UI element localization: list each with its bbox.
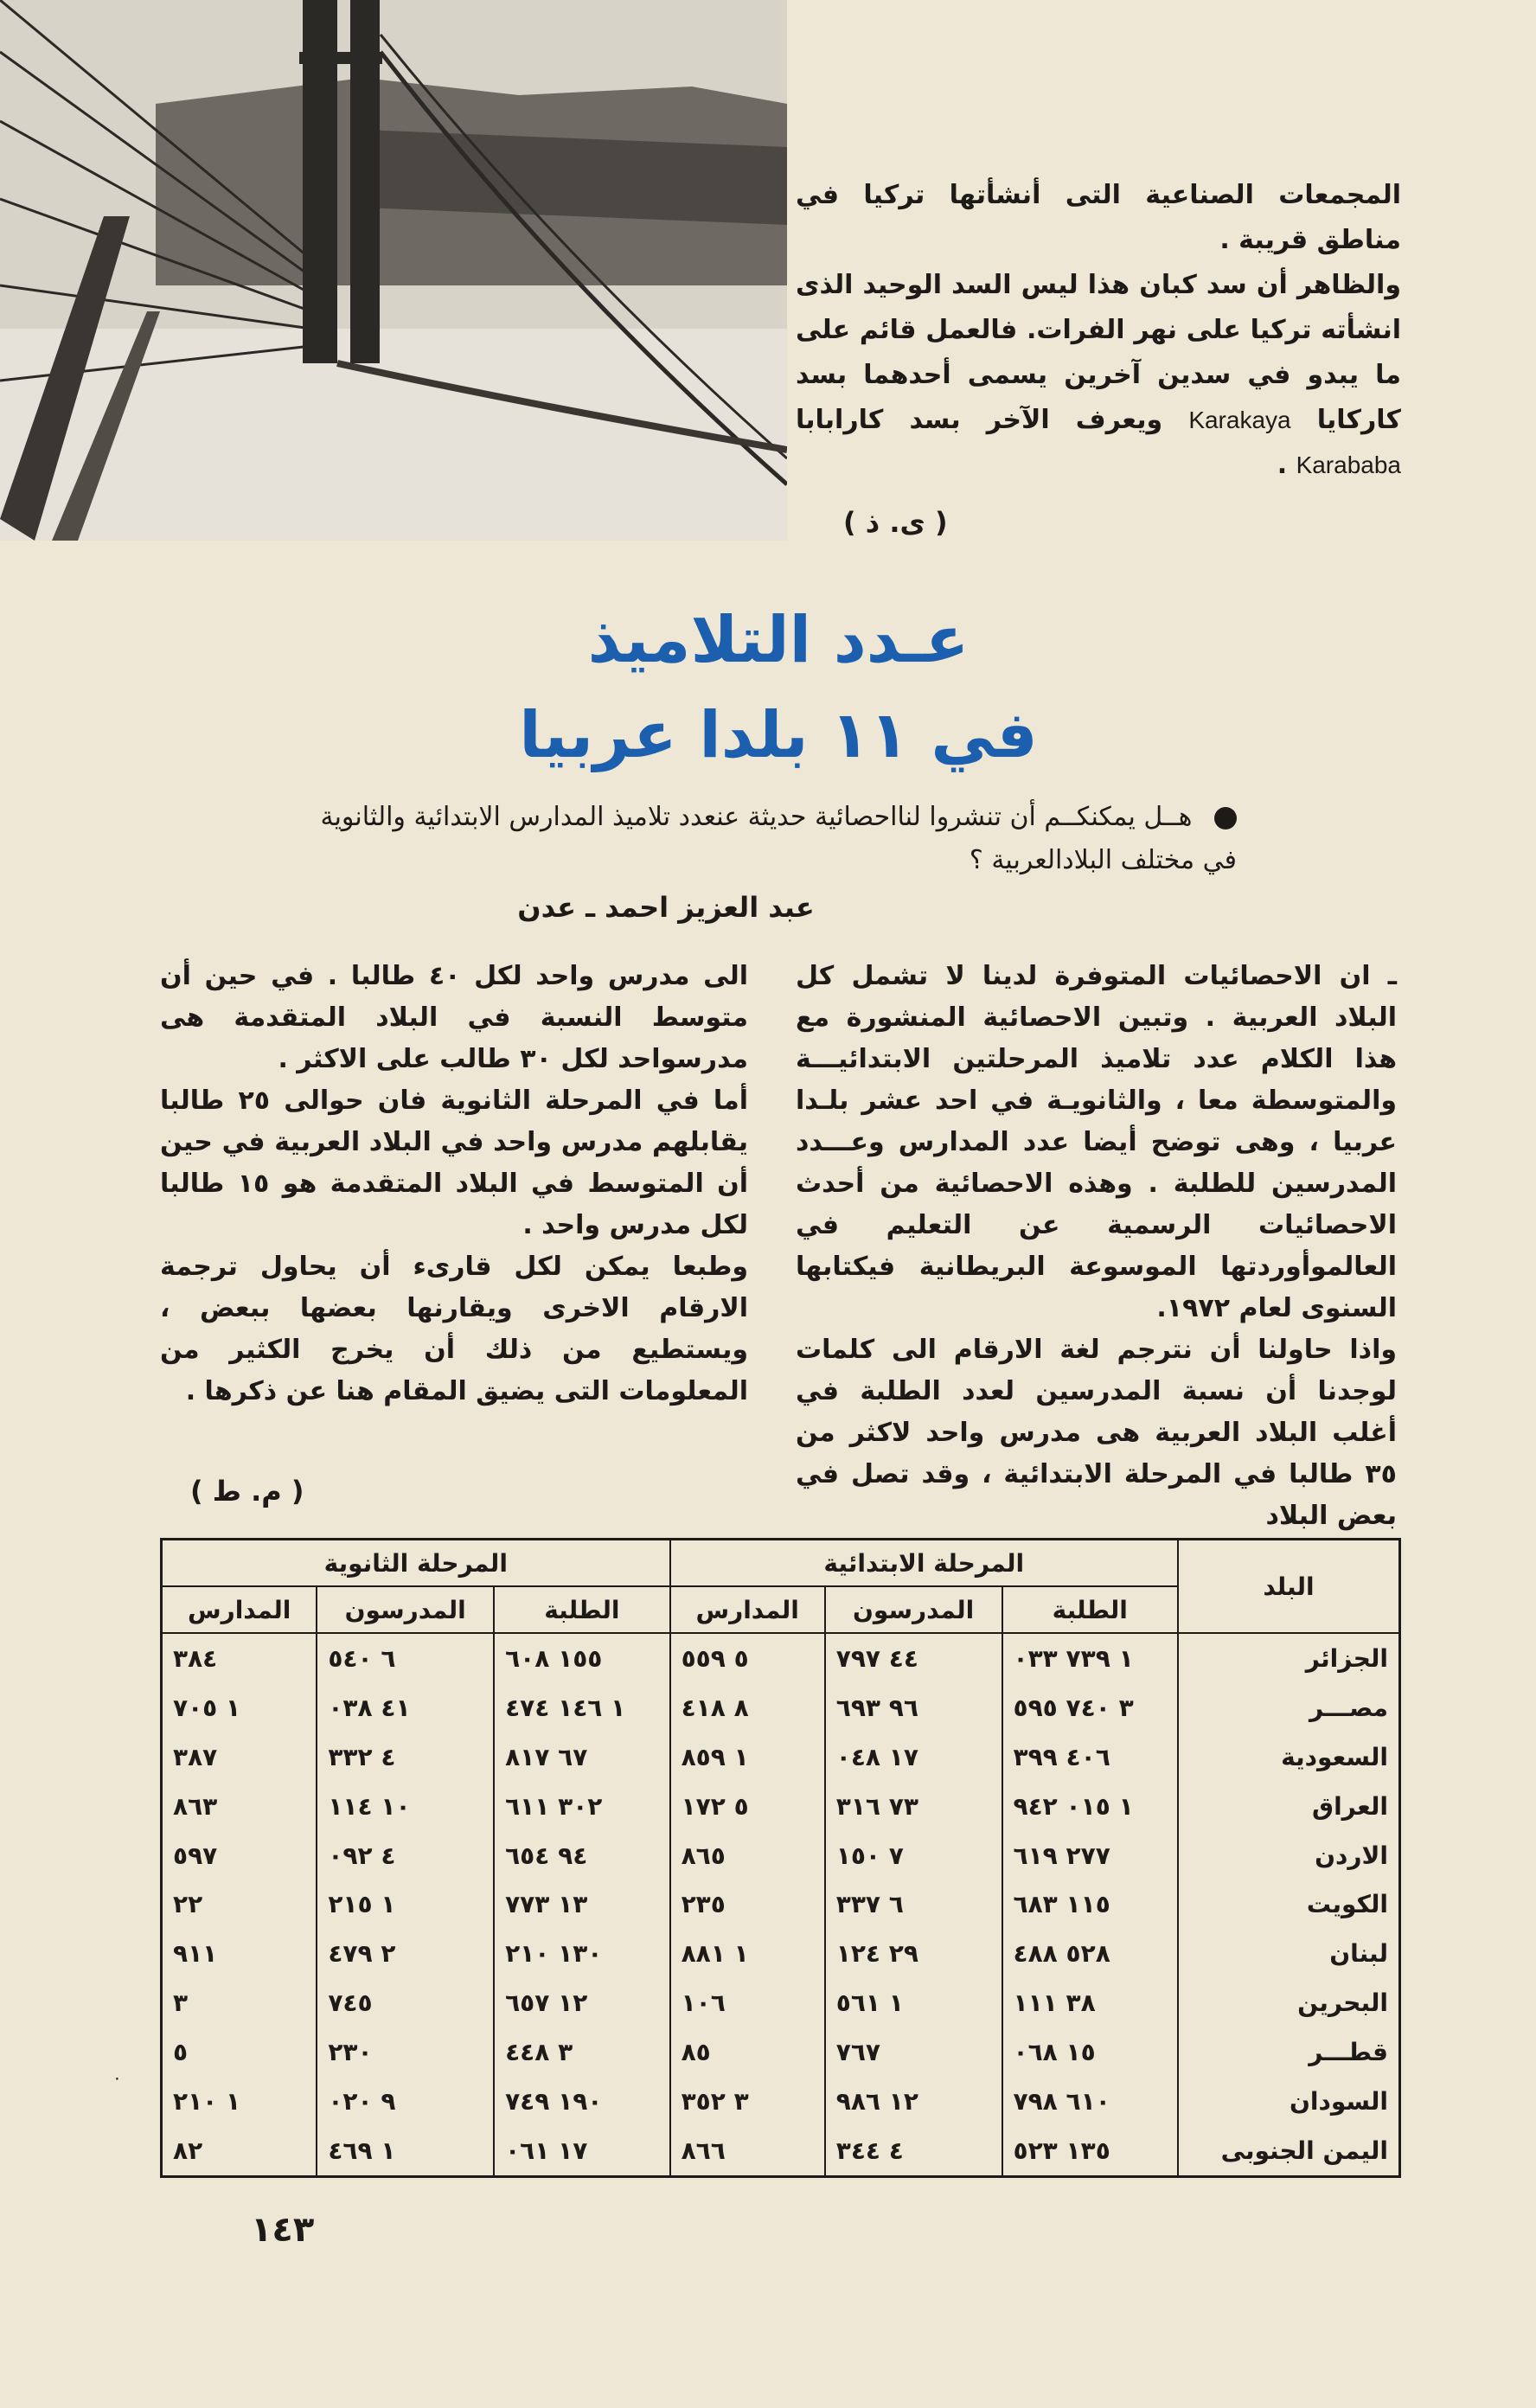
top-paragraph-1: المجمعات الصناعية التى أنشأتها تركيا في مناطق قريبة . xyxy=(796,180,1401,255)
cell-s-teachers: ٤ ٣٣٢ xyxy=(317,1732,494,1782)
question-author: عبد العزيز احمد ـ عدن xyxy=(517,891,815,924)
cell-s-teachers: ٩ ٠٢٠ xyxy=(317,2077,494,2126)
cell-country: السودان xyxy=(1178,2077,1400,2126)
cell-p-students: ٢٧٧ ٦١٩ xyxy=(1002,1831,1179,1880)
cell-s-students: ٣٠٢ ٦١١ xyxy=(494,1782,670,1831)
cell-s-teachers: ١ ٢١٥ xyxy=(317,1880,494,1929)
cell-p-schools: ٢٣٥ xyxy=(670,1880,825,1929)
table-row xyxy=(162,1633,1400,1683)
table-row xyxy=(162,1880,1400,1929)
cell-s-students: ٩٤ ٦٥٤ xyxy=(494,1831,670,1880)
cell-p-schools: ٥ ٥٥٩ xyxy=(670,1633,825,1683)
karakaya-latin: Karakaya xyxy=(1188,407,1291,433)
cell-p-schools: ٣ ٣٥٢ xyxy=(670,2077,825,2126)
table-body xyxy=(162,1633,1400,2177)
right-paragraph-1: ـ ان الاحصائيات المتوفرة لدينا لا تشمل كل البلاد العربية . وتبين الاحصائية المنشورة مع هذا الكلام عدد تلاميذ المرحلتين الابتدائيـــة والمتوسطة معا ، والثانويـة في احد عشر بلـدا عربيا ، وهى توضح أيضا عدد المدارس وعـــدد المدرسين للطلبة . وهذه الاحصائية من أحدث الاحصائيات الرسمية عن التعليم في العالموأوردتها الموسوعة البريطانية فيكتابها السنوى لعام ١٩٧٢. xyxy=(796,961,1397,1323)
cell-p-teachers: ٤٤ ٧٩٧ xyxy=(825,1633,1002,1683)
cell-s-teachers: ٤١ ٠٣٨ xyxy=(317,1683,494,1732)
cell-p-teachers: ٦ ٣٣٧ xyxy=(825,1880,1002,1929)
cell-country: لبنان xyxy=(1178,1929,1400,1978)
students-statistics-table xyxy=(160,1538,1401,2178)
top-paragraph-2-continuation: ويعرف الآخر بسد كارابابا xyxy=(796,405,1163,435)
table-row xyxy=(162,2126,1400,2177)
cell-p-students: ٥٢٨ ٤٨٨ xyxy=(1002,1929,1179,1978)
cell-s-students: ١٩٠ ٧٤٩ xyxy=(494,2077,670,2126)
cell-s-schools: ١ ٧٠٥ xyxy=(162,1683,317,1732)
answer-column-right xyxy=(796,956,1397,1537)
table-row xyxy=(162,1831,1400,1880)
cell-s-schools: ٢٢ xyxy=(162,1880,317,1929)
cell-country: السعودية xyxy=(1178,1732,1400,1782)
secondary-students-header: الطلبة xyxy=(494,1586,670,1633)
article-title xyxy=(346,592,1211,783)
top-paragraph-2-text: والظاهر أن سد كبان هذا ليس السد الوحيد الذى انشأته تركيا على نهر الفرات. فالعمل قائم على ما يبدو في سدين آخرين يسمى أحدهما بسد كاركايا xyxy=(796,270,1401,435)
cell-s-teachers: ٧٤٥ xyxy=(317,1978,494,2027)
cell-country: الكويت xyxy=(1178,1880,1400,1929)
cell-p-schools: ١ ٨٨١ xyxy=(670,1929,825,1978)
country-column-header: البلد xyxy=(1178,1540,1400,1634)
cell-p-students: ٤٠٦ ٣٩٩ xyxy=(1002,1732,1179,1782)
left-paragraph-1: الى مدرس واحد لكل ٤٠ طالبا . في حين أن متوسط النسبة في البلاد المتقدمة هى مدرسواحد لكل ٣٠ طالب على الاكثر . xyxy=(160,961,748,1074)
table-row xyxy=(162,1683,1400,1732)
cell-p-schools: ١٠٦ xyxy=(670,1978,825,2027)
cell-p-students: ٣٨ ١١١ xyxy=(1002,1978,1179,2027)
cell-s-schools: ٥ xyxy=(162,2027,317,2077)
secondary-stage-header: المرحلة الثانوية xyxy=(162,1540,670,1587)
cell-s-schools: ٣٨٧ xyxy=(162,1732,317,1782)
left-paragraph-2: أما في المرحلة الثانوية فان حوالى ٢٥ طالبا يقابلهم مدرس واحد في البلاد العربية في حين أن المتوسط في البلاد المتقدمة هو ١٥ طالبا لكل مدرس واحد . xyxy=(160,1086,748,1240)
cell-s-teachers: ٢٣٠ xyxy=(317,2027,494,2077)
primary-schools-header: المدارس xyxy=(670,1586,825,1633)
cell-p-teachers: ٧ ١٥٠ xyxy=(825,1831,1002,1880)
primary-stage-header: المرحلة الابتدائية xyxy=(670,1540,1178,1587)
cell-s-schools: ٣٨٤ xyxy=(162,1633,317,1683)
reader-question xyxy=(320,796,1237,882)
cell-s-teachers: ١٠ ١١٤ xyxy=(317,1782,494,1831)
cell-p-students: ١١٥ ٦٨٣ xyxy=(1002,1880,1179,1929)
top-initials: ( ى. ذ ) xyxy=(843,506,948,539)
cell-country: قطـــر xyxy=(1178,2027,1400,2077)
cell-p-teachers: ٧٦٧ xyxy=(825,2027,1002,2077)
cell-p-teachers: ٩٦ ٦٩٣ xyxy=(825,1683,1002,1732)
cell-p-teachers: ١ ٥٦١ xyxy=(825,1978,1002,2027)
cell-s-teachers: ١ ٤٦٩ xyxy=(317,2126,494,2177)
cell-p-schools: ٨٥ xyxy=(670,2027,825,2077)
answer-column-left xyxy=(160,956,748,1412)
secondary-teachers-header: المدرسون xyxy=(317,1586,494,1633)
bridge-illustration xyxy=(0,0,787,541)
cell-s-schools: ٥٩٧ xyxy=(162,1831,317,1880)
table-row xyxy=(162,1782,1400,1831)
table-row xyxy=(162,2077,1400,2126)
left-paragraph-3: وطبعا يمكن لكل قارىء أن يحاول ترجمة الارقام الاخرى ويقارنها بعضها ببعض ، ويستطيع من ذلك أن يخرج الكثير من المعلومات التى يضيق المقام هنا عن ذكرها . xyxy=(160,1252,748,1406)
title-line-1: عـدد التلاميذ xyxy=(587,603,970,677)
title-line-2: في ١١ بلدا عربيا xyxy=(519,698,1038,772)
cell-p-students: ١٣٥ ٥٢٣ xyxy=(1002,2126,1179,2177)
cell-s-schools: ٨٦٣ xyxy=(162,1782,317,1831)
cell-p-teachers: ١٢ ٩٨٦ xyxy=(825,2077,1002,2126)
cell-s-students: ٣ ٤٤٨ xyxy=(494,2027,670,2077)
article-initials: ( م. ط ) xyxy=(190,1475,304,1508)
cell-p-schools: ٥ ١٧٢ xyxy=(670,1782,825,1831)
question-text: هــل يمكنكــم أن تنشروا لنااحصائية حديثة عنعدد تلاميذ المدارس الابتدائية والثانوية في مختلف البلادالعربية ؟ xyxy=(320,802,1237,875)
cell-country: اليمن الجنوبى xyxy=(1178,2126,1400,2177)
cell-p-teachers: ٧٣ ٣١٦ xyxy=(825,1782,1002,1831)
bridge-photo xyxy=(0,0,787,541)
secondary-schools-header: المدارس xyxy=(162,1586,317,1633)
cell-s-students: ١٣٠ ٢١٠ xyxy=(494,1929,670,1978)
cell-country: البحرين xyxy=(1178,1978,1400,2027)
cell-s-students: ١٧ ٠٦١ xyxy=(494,2126,670,2177)
cell-s-students: ١ ١٤٦ ٤٧٤ xyxy=(494,1683,670,1732)
cell-p-schools: ٨٦٥ xyxy=(670,1831,825,1880)
cell-s-students: ٦٧ ٨١٧ xyxy=(494,1732,670,1782)
cell-country: الاردن xyxy=(1178,1831,1400,1880)
karababa-latin: Karababa xyxy=(1296,452,1401,478)
cell-s-schools: ٣ xyxy=(162,1978,317,2027)
cell-s-schools: ٨٢ xyxy=(162,2126,317,2177)
cell-s-students: ١٣ ٧٧٣ xyxy=(494,1880,670,1929)
cell-p-students: ١ ٧٣٩ ٠٣٣ xyxy=(1002,1633,1179,1683)
cell-p-students: ١ ٠١٥ ٩٤٢ xyxy=(1002,1782,1179,1831)
cell-p-students: ٦١٠ ٧٩٨ xyxy=(1002,2077,1179,2126)
cell-s-students: ١٥٥ ٦٠٨ xyxy=(494,1633,670,1683)
bullet-icon xyxy=(1214,807,1237,829)
cell-p-students: ٣ ٧٤٠ ٥٩٥ xyxy=(1002,1683,1179,1732)
top-article xyxy=(796,173,1401,488)
table-row xyxy=(162,1929,1400,1978)
cell-p-students: ١٥ ٠٦٨ xyxy=(1002,2027,1179,2077)
cell-s-schools: ١ ٢١٠ xyxy=(162,2077,317,2126)
cell-s-teachers: ٦ ٥٤٠ xyxy=(317,1633,494,1683)
top-paragraph-2 xyxy=(796,263,1401,488)
cell-s-schools: ٩١١ xyxy=(162,1929,317,1978)
table-row xyxy=(162,1732,1400,1782)
primary-teachers-header: المدرسون xyxy=(825,1586,1002,1633)
cell-p-schools: ١ ٨٥٩ xyxy=(670,1732,825,1782)
table-row xyxy=(162,1978,1400,2027)
cell-p-teachers: ١٧ ٠٤٨ xyxy=(825,1732,1002,1782)
right-paragraph-2: واذا حاولنا أن نترجم لغة الارقام الى كلمات لوجدنا أن نسبة المدرسين لعدد الطلبة في أغلب البلاد العربية هى مدرس واحد لاكثر من ٣٥ طالبا في المرحلة الابتدائية ، وقد تصل في بعض البلاد xyxy=(796,1335,1397,1531)
cell-p-teachers: ٤ ٣٤٤ xyxy=(825,2126,1002,2177)
cell-s-teachers: ٤ ٠٩٢ xyxy=(317,1831,494,1880)
table-group-header-row xyxy=(162,1540,1400,1587)
cell-country: الجزائر xyxy=(1178,1633,1400,1683)
primary-students-header: الطلبة xyxy=(1002,1586,1179,1633)
cell-country: مصـــر xyxy=(1178,1683,1400,1732)
cell-p-schools: ٨٦٦ xyxy=(670,2126,825,2177)
cell-country: العراق xyxy=(1178,1782,1400,1831)
cell-p-schools: ٨ ٤١٨ xyxy=(670,1683,825,1732)
stray-mark: ٠ xyxy=(112,2067,122,2088)
page-number: ١٤٣ xyxy=(251,2210,315,2250)
cell-s-teachers: ٢ ٤٧٩ xyxy=(317,1929,494,1978)
cell-p-teachers: ٢٩ ١٢٤ xyxy=(825,1929,1002,1978)
top-end-dot: . xyxy=(1277,450,1288,480)
cell-s-students: ١٢ ٦٥٧ xyxy=(494,1978,670,2027)
table-row xyxy=(162,2027,1400,2077)
